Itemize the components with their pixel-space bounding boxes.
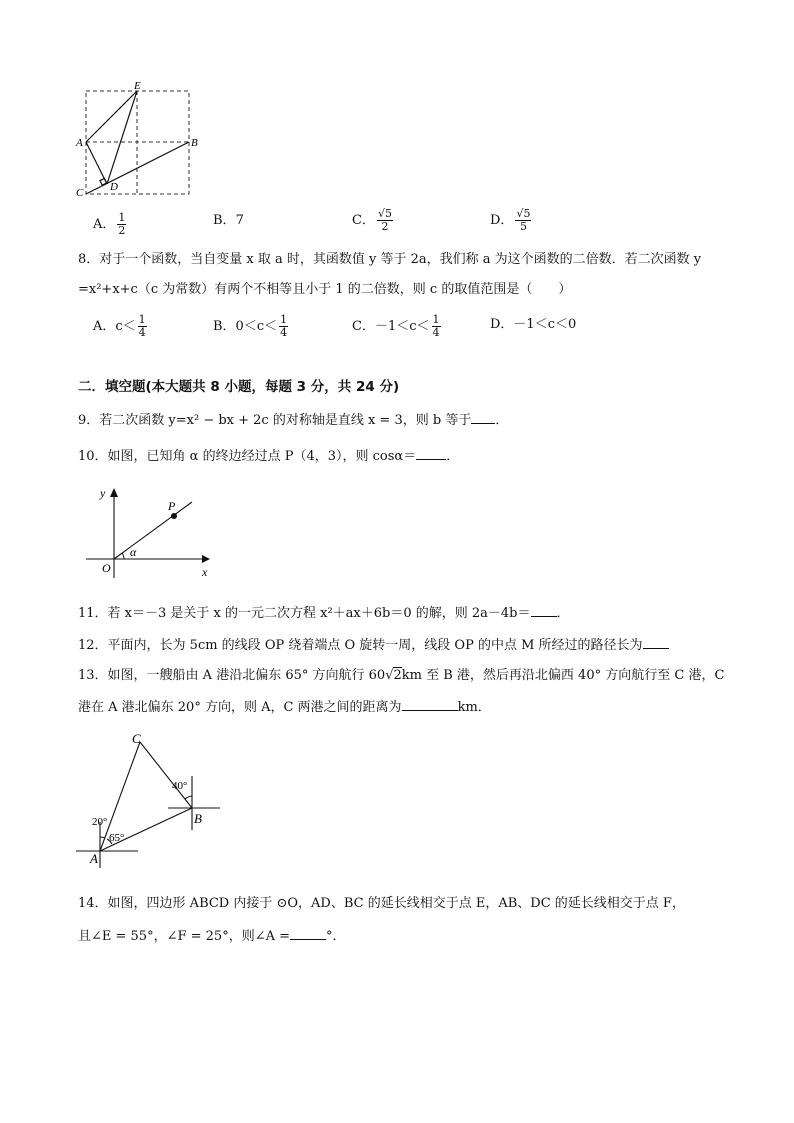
q7-option-b: B．7	[213, 213, 244, 228]
fig10-label-p: P	[168, 499, 176, 513]
q8-option-c: C．－1＜c＜ $\frac{1}{4}$	[352, 313, 440, 339]
q11: 11．若 x＝－3 是关于 x 的一元二次方程 x²＋ax＋6b＝0 的解，则 2a－4b＝ ．	[78, 606, 570, 621]
fig10-label-x: x	[202, 565, 208, 579]
fig7-label-c: C	[76, 187, 84, 199]
q9: 9．若二次函数 y=x² − bx + 2c 的对称轴是直线 x = 3，则 b 等于 ．	[78, 413, 509, 428]
sqrt-symbol: √	[385, 668, 394, 683]
fig13-label-40: 40°	[172, 780, 188, 792]
q12: 12．平面内，长为 5cm 的线段 OP 绕着端点 O 旋转一周，线段 OP 的中点 M 所经过的路径长为	[78, 636, 669, 655]
fig7-label-a: A	[76, 137, 83, 149]
q7-option-c: C． $\frac{√5}{2}$	[352, 207, 392, 233]
q7-option-a: A． $\frac{1}{2}$	[93, 211, 126, 237]
q13-line1: 13．如图，一艘船由 A 港沿北偏东 65° 方向航行 60√2km 至 B 港，然后再沿北偏西 40° 方向航行至 C 港，C	[78, 668, 725, 683]
q13-figure	[74, 730, 224, 870]
fraction: $\frac{1}{2}$	[118, 211, 126, 237]
fig10-label-alpha: α	[130, 545, 137, 559]
fig13-label-65: 65°	[109, 832, 125, 844]
q8-option-a: A．c＜ $\frac{1}{4}$	[93, 313, 146, 339]
q14-line1: 14．如图，四边形 ABCD 内接于 ⊙O，AD、BC 的延长线相交于点 E，AB、DC 的延长线相交于点 F，	[78, 896, 685, 911]
q13-line2: 港在 A 港北偏东 20° 方向，则 A，C 两港之间的距离为 km．	[78, 700, 491, 715]
fraction: $\frac{1}{4}$	[432, 313, 440, 339]
fraction: $\frac{√5}{5}$	[516, 207, 531, 233]
q7-figure	[74, 78, 214, 200]
fraction: $\frac{1}{4}$	[138, 313, 146, 339]
q10: 10．如图，已知角 α 的终边经过点 P（4，3），则 cosα＝ ．	[78, 449, 460, 464]
q8-line1: 8．对于一个函数，当自变量 x 取 a 时，其函数值 y 等于 2a，我们称 a 为这个函数的二倍数．若二次函数 y	[78, 252, 702, 267]
answer-blank	[402, 698, 458, 711]
fraction: $\frac{√5}{2}$	[377, 207, 392, 233]
fig7-label-d: D	[110, 181, 118, 193]
q8-option-d: D．－1＜c＜0	[490, 317, 577, 332]
answer-blank	[531, 604, 557, 617]
q8-line2: =x²+x+c（c 为常数）有两个不相等且小于 1 的二倍数，则 c 的取值范围是（ ）	[78, 282, 572, 297]
fig10-label-y: y	[100, 486, 106, 500]
answer-blank	[290, 927, 326, 940]
fig13-label-c: C	[132, 731, 141, 746]
q7-option-d: D． $\frac{√5}{5}$	[490, 207, 531, 233]
fig7-label-e: E	[134, 80, 141, 92]
q14-line2: 且∠E = 55°，∠F = 25°，则∠A = °．	[78, 929, 346, 944]
fig13-label-20: 20°	[92, 816, 108, 828]
q8-option-b: B．0＜c＜ $\frac{1}{4}$	[213, 313, 288, 339]
answer-blank	[471, 411, 495, 424]
fig10-label-o: O	[102, 561, 111, 575]
answer-blank	[643, 636, 669, 649]
section-heading: 二．填空题(本大题共 8 小题，每题 3 分，共 24 分)	[78, 379, 400, 395]
q10-figure	[84, 480, 224, 580]
answer-blank	[416, 447, 446, 460]
fig13-label-a: A	[90, 851, 98, 866]
fraction: $\frac{1}{4}$	[280, 313, 288, 339]
fig7-label-b: B	[191, 137, 198, 149]
fig13-label-b: B	[194, 811, 202, 826]
